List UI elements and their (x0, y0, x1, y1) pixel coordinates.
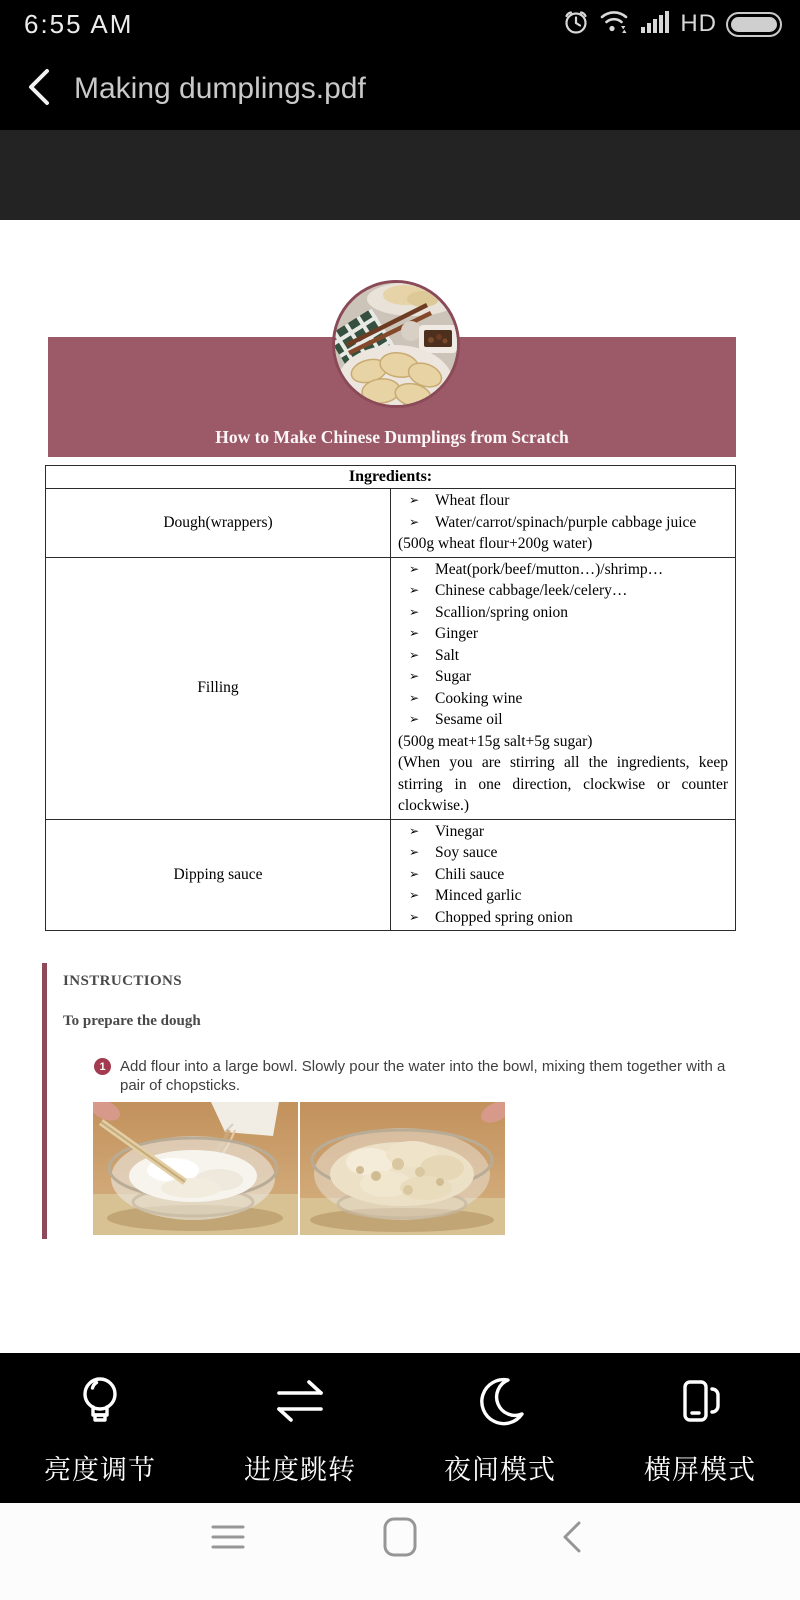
reader-toolbar (0, 1353, 800, 1503)
list-item: ➢ Ginger (398, 623, 728, 645)
list-item: ➢ Chopped spring onion (398, 907, 728, 929)
page-gap-strip (0, 130, 800, 220)
photo-shaggy-dough (300, 1102, 505, 1235)
row-note: (When you are stirring all the ingredients, keep stirring in one direction, clockwise or counter clockwise.) (398, 754, 728, 814)
back-chevron-icon (26, 67, 52, 107)
home-icon (383, 1517, 417, 1557)
list-item: ➢ Vinegar (398, 821, 728, 843)
arrow-bullet-icon: ➢ (409, 866, 420, 881)
arrow-bullet-icon: ➢ (409, 823, 420, 838)
list-item: ➢ Meat(pork/beef/mutton…)/shrimp… (398, 559, 728, 581)
arrow-bullet-icon: ➢ (409, 690, 420, 705)
row-items-filling (391, 557, 736, 819)
arrow-bullet-icon: ➢ (409, 669, 420, 683)
menu-icon (210, 1522, 246, 1552)
night-mode-button[interactable] (400, 1353, 600, 1503)
row-note: (500g meat+15g salt+5g sugar) (398, 732, 593, 750)
row-label-filling: Filling (46, 557, 391, 819)
instructions-section (42, 963, 736, 1239)
arrow-bullet-icon: ➢ (409, 604, 420, 619)
landscape-mode-icon (672, 1373, 728, 1434)
clock-time: 6:55 AM (24, 8, 134, 39)
alarm-icon (562, 8, 590, 41)
arrow-bullet-icon: ➢ (409, 583, 420, 597)
instruction-step (94, 1057, 736, 1095)
app-header (0, 48, 800, 130)
arrow-bullet-icon: ➢ (409, 514, 420, 529)
status-bar (0, 0, 800, 48)
back-nav-icon (562, 1520, 582, 1554)
list-item: ➢ Sugar (398, 666, 728, 688)
row-label-dough: Dough(wrappers) (46, 489, 391, 558)
list-item: ➢ Minced garlic (398, 885, 728, 907)
instructions-heading: INSTRUCTIONS (63, 973, 182, 989)
list-item: ➢ Sesame oil (398, 709, 728, 731)
arrow-bullet-icon: ➢ (409, 888, 420, 902)
row-items-dough (391, 489, 736, 558)
hd-indicator: HD (680, 10, 717, 37)
brightness-button[interactable] (0, 1353, 200, 1503)
step-number-badge: 1 (94, 1058, 111, 1075)
night-mode-moon-icon (472, 1373, 528, 1434)
landscape-mode-button[interactable] (600, 1353, 800, 1503)
progress-jump-button[interactable] (200, 1353, 400, 1503)
list-item: ➢ Chinese cabbage/leek/celery… (398, 580, 728, 602)
list-item: ➢ Chili sauce (398, 864, 728, 886)
arrow-bullet-icon: ➢ (409, 561, 420, 576)
tool-label: 进度跳转 (244, 1455, 356, 1486)
ingredients-table (45, 465, 736, 931)
dumpling-photo-circle (332, 280, 460, 408)
step-images (93, 1102, 736, 1235)
tool-label: 横屏模式 (644, 1455, 756, 1486)
system-nav-bar (0, 1503, 800, 1600)
recipe-title: How to Make Chinese Dumplings from Scratch (215, 427, 569, 447)
arrow-bullet-icon: ➢ (409, 909, 420, 924)
row-label-dipping-sauce: Dipping sauce (46, 819, 391, 931)
battery-icon (726, 12, 782, 37)
list-item: ➢ Water/carrot/spinach/purple cabbage juice (398, 512, 728, 534)
document-title: Making dumplings.pdf (74, 72, 366, 105)
arrow-bullet-icon: ➢ (409, 712, 420, 726)
list-item: ➢ Soy sauce (398, 842, 728, 864)
step-text: Add flour into a large bowl. Slowly pour the water into the bowl, mixing them together with a pair of chopsticks. (120, 1058, 726, 1094)
wifi-icon (599, 8, 631, 40)
back-nav-button[interactable] (552, 1515, 592, 1559)
row-note: (500g wheat flour+200g water) (398, 535, 593, 552)
list-item: ➢ Scallion/spring onion (398, 602, 728, 624)
arrow-bullet-icon: ➢ (409, 845, 420, 859)
list-item: ➢ Cooking wine (398, 688, 728, 710)
table-row (46, 489, 736, 558)
menu-button[interactable] (208, 1515, 248, 1559)
brightness-bulb-icon (72, 1373, 128, 1434)
row-items-dipping-sauce (391, 819, 736, 931)
instructions-subheading: To prepare the dough (63, 1013, 201, 1029)
arrow-bullet-icon: ➢ (409, 493, 420, 507)
photo-pouring-water-into-flour (93, 1102, 298, 1235)
home-button[interactable] (380, 1515, 420, 1559)
progress-jump-icon (272, 1373, 328, 1434)
list-item: ➢ Wheat flour (398, 490, 728, 512)
arrow-bullet-icon: ➢ (409, 626, 420, 640)
pdf-page (0, 220, 800, 1353)
table-header: Ingredients: (46, 466, 736, 489)
signal-strength-icon (640, 9, 671, 39)
arrow-bullet-icon: ➢ (409, 647, 420, 662)
list-item: ➢ Salt (398, 645, 728, 667)
table-header-row (46, 466, 736, 489)
back-button[interactable] (26, 67, 52, 112)
status-icons (562, 8, 782, 41)
tool-label: 亮度调节 (44, 1455, 156, 1486)
tool-label: 夜间模式 (444, 1455, 556, 1486)
table-row (46, 819, 736, 931)
table-row (46, 557, 736, 819)
